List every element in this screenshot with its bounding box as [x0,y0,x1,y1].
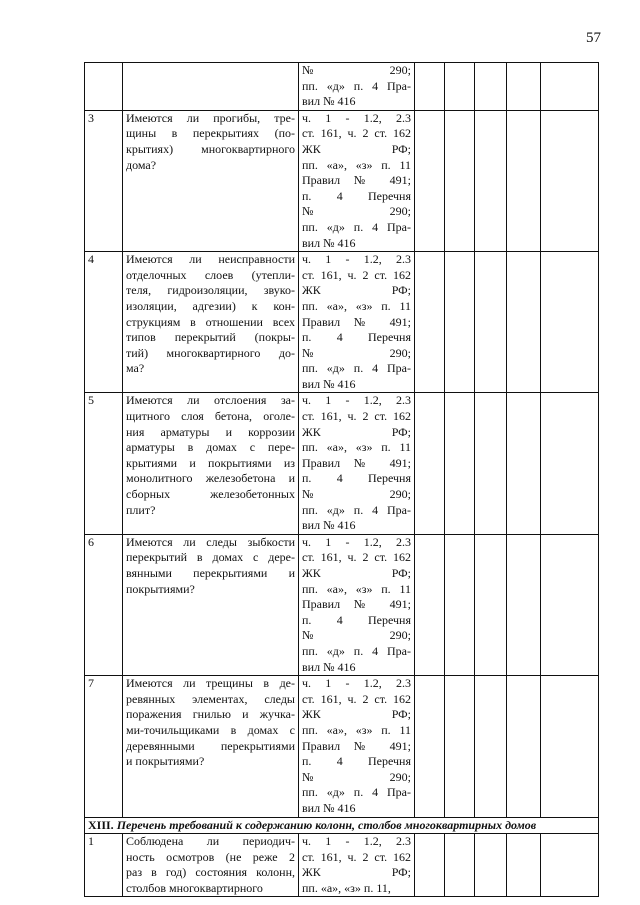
text-line: пп. «д» п. 4 Пра- [302,785,411,800]
text-line: № 290; [302,487,411,502]
legal-reference-cell [299,252,415,393]
answer-cell [541,63,599,111]
text-line: крытиях) многоквартирного [126,141,295,156]
answer-cell [445,110,475,251]
text-line: плит? [126,502,156,517]
text-line: вил № 416 [302,659,356,674]
text-line: ст. 161, ч. 2 ст. 162 [302,126,411,141]
table-row [85,534,599,675]
text-line: ЖК РФ; [302,865,411,880]
text-line: ЖК РФ; [302,424,411,439]
text-line: раз в год) состояния колонн, [126,865,295,880]
text-line: вил № 416 [302,235,356,250]
text-line: Правил № 491; [302,173,411,188]
text-line: № 290; [302,63,411,77]
text-line: столбов многоквартирного [126,880,263,895]
text-line: пп. «а», «з» п. 11 [302,157,411,172]
text-line: п. 4 Перечня [302,754,411,769]
row-number: 3 [85,110,123,251]
answer-cell [507,676,541,817]
text-line: типов перекрытий (покры- [126,330,295,345]
answer-cell [541,534,599,675]
table-row [85,252,599,393]
text-line: тий) многоквартирного до- [126,345,295,360]
answer-cell [415,110,445,251]
text-line: № 290; [302,628,411,643]
text-line: сборных железобетонных [126,487,295,502]
legal-reference-cell [299,534,415,675]
text-line: монолитного железобетона и [126,471,295,486]
question-cell [123,110,299,251]
text-line: ч. 1 - 1.2, 2.3 [302,252,411,267]
text-line: Соблюдена ли периодич- [126,834,295,849]
text-line: Правил № 491; [302,314,411,329]
section-number: XIII. [88,817,114,832]
text-line: покрытиями? [126,581,195,596]
text-line: ЖК РФ; [302,283,411,298]
text-line: вил № 416 [302,376,356,391]
text-line: пп. «д» п. 4 Пра- [302,502,411,517]
text-line: ность осмотров (не реже 2 [126,849,295,864]
text-line: ст. 161, ч. 2 ст. 162 [302,409,411,424]
answer-cell [475,534,507,675]
legal-reference-cell [299,393,415,534]
legal-reference-cell [299,834,415,897]
table-row [85,676,599,817]
answer-cell [541,110,599,251]
text-line: ст. 161, ч. 2 ст. 162 [302,691,411,706]
text-line: ч. 1 - 1.2, 2.3 [302,676,411,691]
text-line: ния арматуры и коррозии [126,424,295,439]
answer-cell [507,393,541,534]
text-line: отделочных слоев (утепли- [126,267,295,282]
answer-cell [445,63,475,111]
table-row [85,110,599,251]
text-line: Имеются ли трещины в де- [126,676,295,691]
text-line: ст. 161, ч. 2 ст. 162 [302,849,411,864]
answer-cell [541,252,599,393]
section-title: Перечень требований к содержанию колонн, столбов многоквартирных домов [116,817,537,832]
text-line: п. 4 Перечня [302,188,411,203]
text-line: пп. «д» п. 4 Пра- [302,643,411,658]
text-line: № 290; [302,769,411,784]
answer-cell [507,63,541,111]
text-line: пп. «а», «з» п. 11 [302,298,411,313]
row-number: 4 [85,252,123,393]
text-line: п. 4 Перечня [302,471,411,486]
text-line: ч. 1 - 1.2, 2.3 [302,393,411,408]
section-header-row [85,817,599,834]
answer-cell [415,63,445,111]
answer-cell [541,393,599,534]
text-line: деревянными перекрытиями [126,738,295,753]
answer-cell [507,534,541,675]
answer-cell [415,534,445,675]
row-number [85,63,123,111]
question-cell [123,834,299,897]
row-number: 7 [85,676,123,817]
answer-cell [475,63,507,111]
text-line: Имеются ли неисправности [126,252,295,267]
text-line: ЖК РФ; [302,566,411,580]
text-line: ревянных элементах, следы [126,691,295,706]
answer-cell [445,834,475,897]
table-row [85,393,599,534]
text-line: ч. 1 - 1.2, 2.3 [302,834,411,849]
table-row [85,834,599,897]
answer-cell [541,834,599,897]
legal-reference-cell [299,676,415,817]
legal-reference-cell [299,110,415,251]
text-line: Правил № 491; [302,738,411,753]
answer-cell [415,252,445,393]
answer-cell [445,534,475,675]
answer-cell [475,676,507,817]
text-line: ЖК РФ; [302,707,411,722]
text-line: теля, гидроизоляции, звуко- [126,283,295,298]
answer-cell [507,252,541,393]
answer-cell [445,393,475,534]
answer-cell [475,110,507,251]
text-line: ма? [126,361,145,376]
text-line: пп. «д» п. 4 Пра- [302,361,411,376]
text-line: ч. 1 - 1.2, 2.3 [302,534,411,549]
answer-cell [507,110,541,251]
text-line: Имеются ли следы зыбкости [126,534,295,549]
question-cell [123,63,299,111]
text-line: пп. «а», «з» п. 11 [302,722,411,737]
table-body [85,63,599,897]
answer-cell [445,676,475,817]
question-cell [123,676,299,817]
answer-cell [507,834,541,897]
text-line: п. 4 Перечня [302,330,411,345]
text-line: пп. «а», «з» п. 11 [302,440,411,455]
text-line: № 290; [302,204,411,219]
text-line: поражения гнилью и жучка- [126,707,295,722]
text-line: ст. 161, ч. 2 ст. 162 [302,550,411,565]
page-number: 57 [586,30,601,46]
text-line: Правил № 491; [302,597,411,612]
text-line: крытиями и покрытиями из [126,455,295,470]
text-line: щитного слоя бетона, оголе- [126,409,295,424]
answer-cell [541,676,599,817]
text-line: пп. «д» п. 4 Пра- [302,78,411,93]
answer-cell [445,252,475,393]
section-header [85,817,599,834]
text-line: ст. 161, ч. 2 ст. 162 [302,267,411,282]
row-number: 6 [85,534,123,675]
answer-cell [415,834,445,897]
text-line: щины в перекрытиях (по- [126,126,295,141]
text-line: пп. «а», «з» п. 11, [302,880,391,895]
answer-cell [475,834,507,897]
text-line: струкциям в отношении всех [126,314,295,329]
text-line: вянными перекрытиями и [126,566,295,580]
text-line: вил № 416 [302,94,356,109]
text-line: № 290; [302,345,411,360]
legal-reference-cell [299,63,415,111]
answer-cell [475,252,507,393]
table-row [85,63,599,111]
text-line: вил № 416 [302,800,356,815]
text-line: Правил № 491; [302,455,411,470]
answer-cell [415,676,445,817]
question-cell [123,534,299,675]
text-line: ч. 1 - 1.2, 2.3 [302,110,411,125]
text-line: Имеются ли прогибы, тре- [126,110,295,125]
row-number: 1 [85,834,123,897]
answer-cell [415,393,445,534]
text-line: перекрытий в домах с дере- [126,550,295,565]
text-line: вил № 416 [302,518,356,533]
row-number: 5 [85,393,123,534]
answer-cell [475,393,507,534]
text-line: ми-точильщиками в домах с [126,722,295,737]
text-line: пп. «д» п. 4 Пра- [302,219,411,234]
text-line: пп. «а», «з» п. 11 [302,581,411,596]
text-line: п. 4 Перечня [302,612,411,627]
text-line: ЖК РФ; [302,141,411,156]
question-cell [123,393,299,534]
text-line: и покрытиями? [126,754,205,769]
text-line: арматуры в домах с пере- [126,440,295,455]
text-line: Имеются ли отслоения за- [126,393,295,408]
question-cell [123,252,299,393]
text-line: изоляции, адгезии) к кон- [126,298,295,313]
text-line: дома? [126,157,157,172]
requirements-table [84,62,599,897]
